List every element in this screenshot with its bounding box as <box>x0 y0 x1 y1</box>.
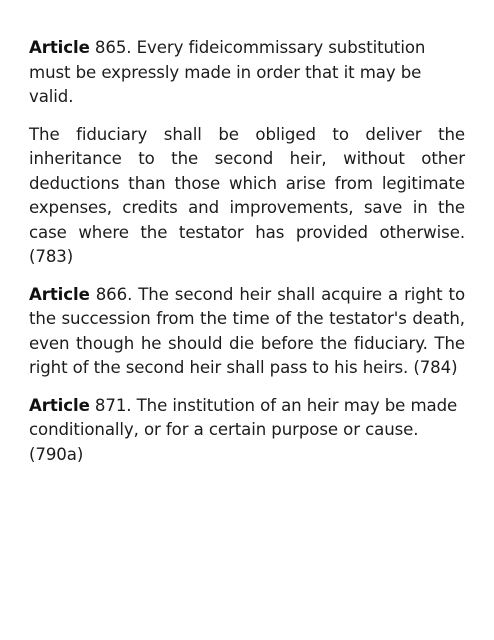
article-865-continuation-paragraph <box>29 123 465 270</box>
article-text: 865. Every fideicommissary substitution must be expressly made in order that it may be valid. <box>29 38 426 106</box>
article-866-paragraph <box>29 283 465 381</box>
article-871-paragraph <box>29 394 465 468</box>
article-865-paragraph <box>29 36 465 110</box>
article-label: Article <box>29 395 90 415</box>
document-page <box>29 36 465 480</box>
article-text: 871. The institution of an heir may be made conditionally, or for a certain purpose or cause. (790a) <box>29 395 458 464</box>
article-label: Article <box>29 284 90 304</box>
paragraph-text: The fiduciary shall be obliged to deliver the inheritance to the second heir, without other deductions than those which arise from legitimate expenses, credits and improvements, save in the case where the testator has provided otherwise. (783) <box>29 124 465 266</box>
article-text: 866. The second heir shall acquire a right to the succession from the time of the testator's death, even though he should die before the fiduciary. The right of the second heir shall pass to his heirs. (784) <box>29 284 465 377</box>
article-label: Article <box>29 38 90 57</box>
